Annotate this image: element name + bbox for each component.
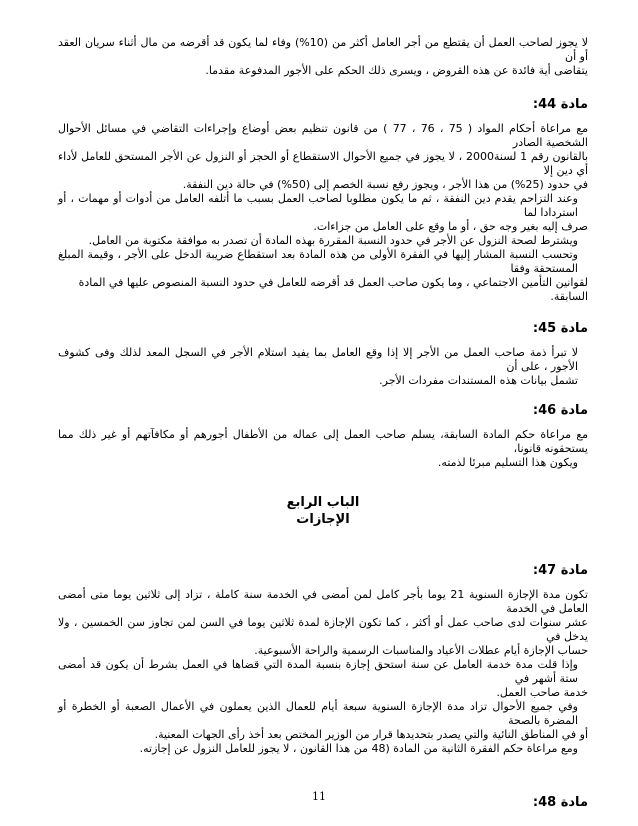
chapter-title: الباب الرابع — [286, 495, 360, 510]
article-45-line: تشمل بيانات هذه المستندات مفردات الأجر. — [379, 374, 578, 387]
chapter-subtitle: الإجازات — [296, 512, 350, 527]
article-46-line: ويكون هذا التسليم مبرئا لذمته. — [437, 456, 578, 469]
article-46-line: مع مراعاة حكم المادة السابقة، يسلم صاحب العمل إلى عماله من الأطفال أجورهم أو مكافآتهم أو غير ذلك مما يستحقونه قانونا، — [58, 428, 588, 455]
article-47-line: ومع مراعاة حكم الفقرة الثانية من المادة (48 من هذا القانون ، لا يجوز للعامل النزول عن إجازته. — [139, 742, 578, 755]
intro-line-1: لا يجوز لصاحب العمل أن يقتطع من أجر العامل أكثر من (10%) وفاء لما يكون قد أقرضه من مال أثناء سريان العقد أو أن — [58, 36, 588, 63]
article-47-line: تكون مدة الإجازة السنوية 21 يوما بأجر كامل لمن أمضى في الخدمة سنة كاملة ، تزاد إلى ثلاثين يوما متى أمضى العامل في الخدمة — [58, 588, 588, 615]
article-47-line: وفي جميع الأحوال تزاد مدة الإجازة السنوية سبعة أيام للعمال الذين يعملون في الأعمال الصعبة أو الخطرة أو المضرة بالصحة — [58, 700, 578, 727]
article-44-line: وعند التزاحم يقدم دين النفقة ، ثم ما يكون مطلوبا لصاحب العمل بسبب ما أتلفه العامل من أدوات أو مهمات ، أو استردادا لما — [58, 192, 578, 219]
article-47-line: حساب الإجازة أيام عطلات الأعياد والمناسبات الرسمية والراحة الأسبوعية. — [254, 644, 588, 657]
article-46-heading: مادة 46: — [532, 403, 588, 418]
article-44-line: في حدود (25%) من هذا الأجر ، ويجوز رفع نسبة الخصم إلى (50%) في حالة دين النفقة. — [182, 178, 588, 191]
article-47-line: خدمة صاحب العمل. — [496, 686, 588, 699]
article-44-line: وتحسب النسبة المشار إليها في الفقرة الأولى من هذه المادة بعد استقطاع ضريبة الدخل على الأجر ، وقيمة المبلغ المستحقة وفقا — [58, 248, 578, 275]
article-44-line: بالقانون رقم 1 لسنة2000 ، لا يجوز في جميع الأحوال الاستقطاع أو الحجز أو النزول عن الأجر المستحق للعامل لأداء أي دين إلا — [58, 150, 589, 177]
article-47-line: عشر سنوات لدى صاحب عمل أو أكثر ، كما تكون الإجازة لمدة ثلاثين يوما في السن لمن تجاوز سن الخمسين ، ولا يدخل في — [58, 616, 588, 643]
article-48-heading: مادة 48: — [532, 795, 588, 810]
article-44-heading: مادة 44: — [532, 97, 588, 112]
article-47-heading: مادة 47: — [532, 563, 588, 578]
page-number: 11 — [312, 790, 326, 803]
article-44-line: مع مراعاة أحكام المواد ( 75 ، 76 ، 77 ) من قانون تنظيم بعض أوضاع وإجراءات التقاضي في مسائل الأحوال الشخصية الصادر — [58, 122, 589, 149]
article-45-heading: مادة 45: — [532, 321, 588, 336]
article-44-line: صرف إليه بغير وجه حق ، أو ما وقع على العامل من جزاءات. — [313, 220, 588, 233]
article-47-line: أو في المناطق النائية والتي يصدر بتحديدها قرار من الوزير المختص بعد أخذ رأى الجهات المعنية. — [154, 728, 588, 741]
article-45-line: لا تبرأ ذمة صاحب العمل من الأجر إلا إذا وقع العامل بما يفيد استلام الأجر في السجل المعد لذلك وفى كشوف الأجور ، على أن — [58, 346, 578, 373]
article-47-line: وإذا قلت مدة خدمة العامل عن سنة استحق إجازة بنسبة المدة التي قضاها في العمل بشرط أن يكون قد أمضى ستة أشهر في — [58, 658, 578, 685]
document-body — [58, 36, 588, 820]
article-44-line: ويشترط لصحة النزول عن الأجر في حدود النسبة المقررة بهذه المادة أن تصدر به موافقة مكتوبة من العامل. — [88, 234, 578, 247]
article-44-line: لقوانين التأمين الاجتماعي ، وما يكون صاحب العمل قد أقرضه للعامل في حدود النسبة المنصوص عليها في المادة السابقة. — [78, 276, 588, 303]
intro-line-2: يتقاضى أية فائدة عن هذه القروض ، ويسرى ذلك الحكم على الأجور المدفوعة مقدما. — [205, 64, 588, 77]
